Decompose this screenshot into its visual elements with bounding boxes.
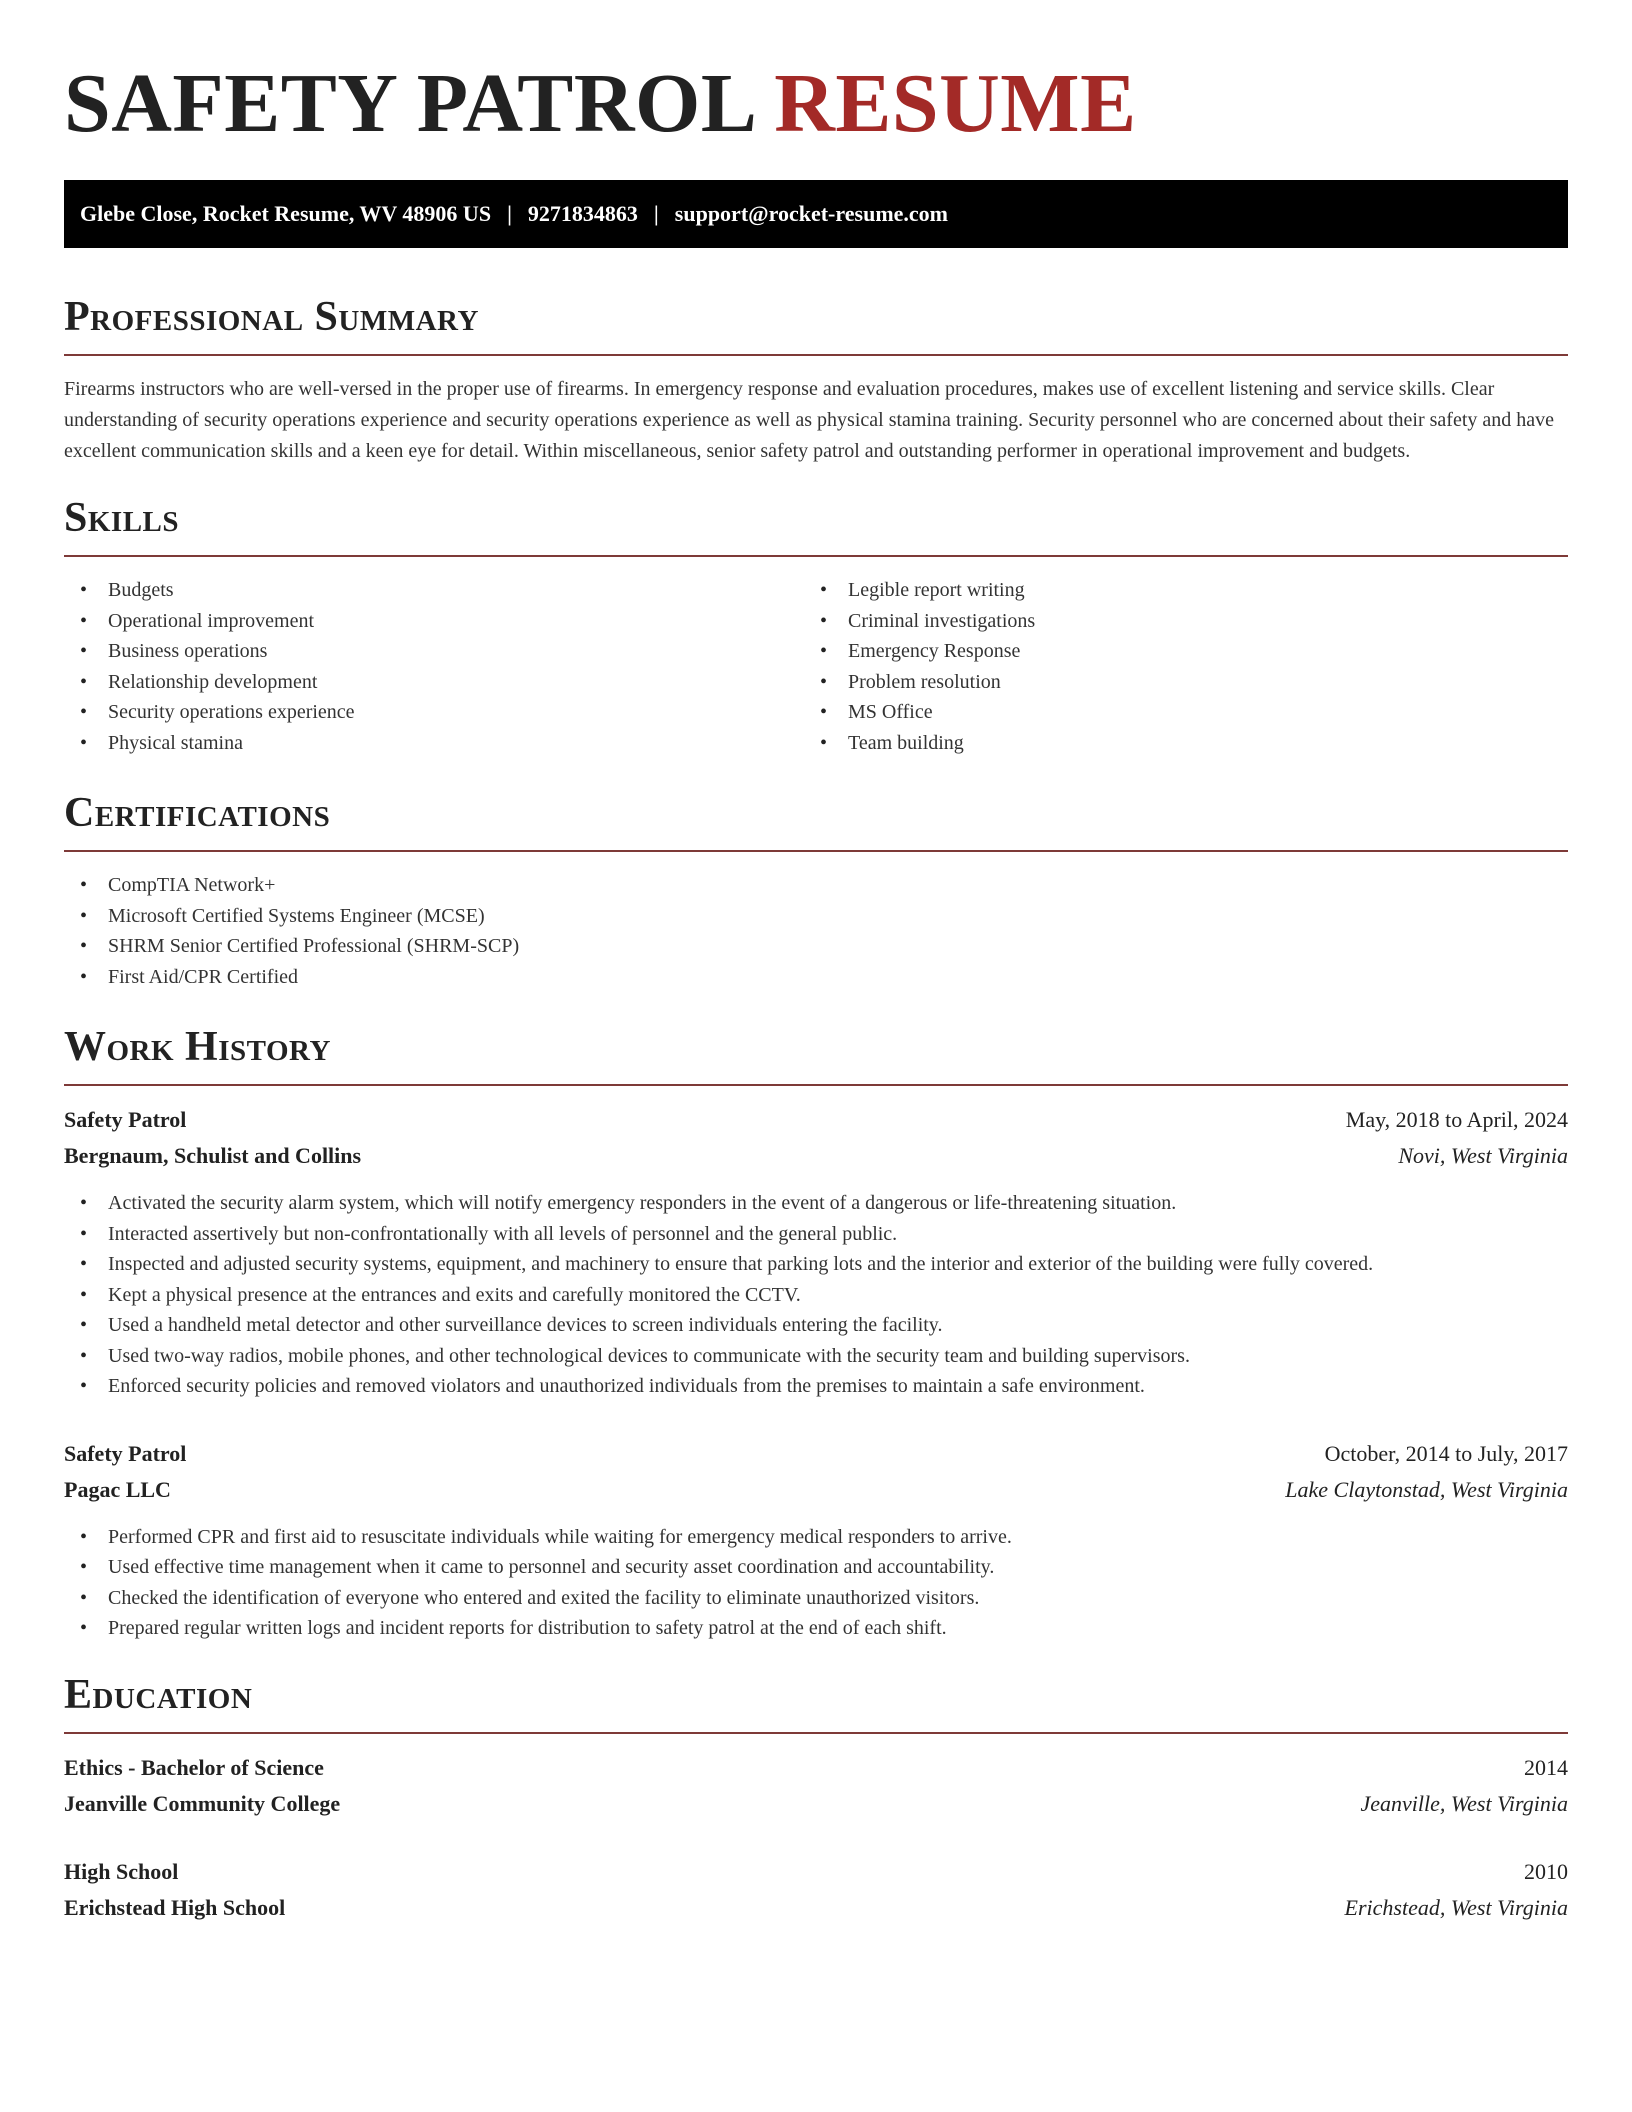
skill-item: • Relationship development bbox=[64, 667, 804, 698]
duty-item: • Interacted assertively but non-confrontationally with all levels of personnel and the general public. bbox=[64, 1219, 1568, 1250]
job-dates: May, 2018 to April, 2024 bbox=[1345, 1107, 1568, 1132]
summary-text: Firearms instructors who are well-versed in the proper use of firearms. In emergency response and evaluation procedures, makes use of excellent listening and service skills. Clear understanding of security operations experience and security operations experience as well as physical stamina training. Security personnel who are concerned about their safety and have excellent communication skills and a keen eye for detail. Within miscellaneous, senior safety patrol and outstanding performer in operational improvement and budgets. bbox=[64, 378, 1555, 462]
duty-item: • Inspected and adjusted security systems, equipment, and machinery to ensure that parking lots and the interior and exterior of the building were fully covered. bbox=[64, 1249, 1568, 1280]
duty-item: • Performed CPR and first aid to resuscitate individuals while waiting for emergency medical responders to arrive. bbox=[64, 1522, 1568, 1553]
education-header bbox=[64, 1854, 1568, 1890]
skill-item: • Team building bbox=[804, 728, 1544, 759]
certification-item: • CompTIA Network+ bbox=[64, 870, 1568, 901]
skill-item: • Legible report writing bbox=[804, 575, 1544, 606]
certification-item: • Microsoft Certified Systems Engineer (MCSE) bbox=[64, 901, 1568, 932]
contact-separator: | bbox=[653, 201, 659, 226]
skill-item: • Criminal investigations bbox=[804, 606, 1544, 637]
section-heading: Work History bbox=[64, 1024, 331, 1070]
summary-section bbox=[64, 296, 1568, 467]
certifications-list bbox=[64, 870, 1568, 992]
skills-list-right bbox=[804, 575, 1544, 758]
skill-item: • Security operations experience bbox=[64, 697, 804, 728]
education-subheader bbox=[64, 1786, 1568, 1822]
job-header bbox=[64, 1102, 1568, 1138]
resume-title bbox=[64, 57, 1568, 150]
skill-item: • Operational improvement bbox=[64, 606, 804, 637]
education-year: 2010 bbox=[1524, 1858, 1568, 1884]
contact-bar bbox=[64, 180, 1568, 248]
certifications-section bbox=[64, 792, 1568, 992]
education-location: Erichstead, West Virginia bbox=[1344, 1894, 1568, 1920]
work-history-section bbox=[64, 1026, 1568, 1644]
job-title: Safety Patrol bbox=[64, 1107, 187, 1132]
skill-item: • MS Office bbox=[804, 697, 1544, 728]
skills-section bbox=[64, 497, 1568, 758]
duty-item: • Activated the security alarm system, which will notify emergency responders in the event of a dangerous or life-threatening situation. bbox=[64, 1188, 1568, 1219]
duty-item: • Used effective time management when it came to personnel and security asset coordination and accountability. bbox=[64, 1552, 1568, 1583]
job-subheader bbox=[64, 1138, 1568, 1174]
section-heading: Skills bbox=[64, 495, 180, 541]
job-entry bbox=[64, 1436, 1568, 1644]
job-duties bbox=[64, 1522, 1568, 1644]
job-location: Novi, West Virginia bbox=[1398, 1143, 1568, 1168]
duty-item: • Used two-way radios, mobile phones, and other technological devices to communicate with the security team and building supervisors. bbox=[64, 1341, 1568, 1372]
duty-item: • Used a handheld metal detector and other surveillance devices to screen individuals entering the facility. bbox=[64, 1310, 1568, 1341]
education-degree: Ethics - Bachelor of Science bbox=[64, 1754, 324, 1780]
job-company: Pagac LLC bbox=[64, 1476, 171, 1502]
duty-item: • Prepared regular written logs and incident reports for distribution to safety patrol at the end of each shift. bbox=[64, 1613, 1568, 1644]
education-school: Erichstead High School bbox=[64, 1894, 286, 1920]
education-degree: High School bbox=[64, 1858, 179, 1884]
title-main: SAFETY PATROL bbox=[64, 57, 753, 150]
education-entry bbox=[64, 1750, 1568, 1822]
education-school: Jeanville Community College bbox=[64, 1790, 341, 1816]
skill-item: • Budgets bbox=[64, 575, 804, 606]
certification-item: • SHRM Senior Certified Professional (SHRM-SCP) bbox=[64, 931, 1568, 962]
job-subheader bbox=[64, 1472, 1568, 1508]
duty-item: • Kept a physical presence at the entrances and exits and carefully monitored the CCTV. bbox=[64, 1280, 1568, 1311]
skills-list-left bbox=[64, 575, 804, 758]
contact-address: Glebe Close, Rocket Resume, WV 48906 US bbox=[80, 201, 492, 226]
job-company: Bergnaum, Schulist and Collins bbox=[64, 1143, 362, 1168]
section-heading: Certifications bbox=[64, 790, 331, 836]
skill-item: • Problem resolution bbox=[804, 667, 1544, 698]
section-divider bbox=[64, 850, 1568, 852]
education-entry bbox=[64, 1854, 1568, 1926]
job-location: Lake Claytonstad, West Virginia bbox=[1285, 1476, 1568, 1502]
section-divider bbox=[64, 1732, 1568, 1734]
education-subheader bbox=[64, 1890, 1568, 1926]
duty-item: • Enforced security policies and removed violators and unauthorized individuals from the premises to maintain a safe environment. bbox=[64, 1371, 1568, 1402]
education-section bbox=[64, 1671, 1568, 1926]
title-accent: RESUME bbox=[774, 57, 1137, 150]
skills-grid bbox=[64, 557, 1568, 758]
section-heading: Education bbox=[64, 1671, 253, 1718]
certification-item: • First Aid/CPR Certified bbox=[64, 962, 1568, 993]
contact-email: support@rocket-resume.com bbox=[674, 201, 948, 226]
job-header bbox=[64, 1436, 1568, 1472]
section-divider bbox=[64, 354, 1568, 356]
skill-item: • Physical stamina bbox=[64, 728, 804, 759]
education-header bbox=[64, 1750, 1568, 1786]
section-heading: Professional Summary bbox=[64, 294, 479, 340]
section-divider bbox=[64, 1084, 1568, 1086]
job-duties bbox=[64, 1188, 1568, 1402]
contact-phone: 9271834863 bbox=[527, 201, 638, 226]
job-entry bbox=[64, 1102, 1568, 1402]
job-title: Safety Patrol bbox=[64, 1440, 187, 1466]
skill-item: • Emergency Response bbox=[804, 636, 1544, 667]
duty-item: • Checked the identification of everyone who entered and exited the facility to eliminate unauthorized visitors. bbox=[64, 1583, 1568, 1614]
education-year: 2014 bbox=[1524, 1754, 1568, 1780]
skill-item: • Business operations bbox=[64, 636, 804, 667]
contact-separator: | bbox=[507, 201, 512, 226]
education-location: Jeanville, West Virginia bbox=[1360, 1790, 1568, 1816]
job-dates: October, 2014 to July, 2017 bbox=[1324, 1440, 1568, 1466]
